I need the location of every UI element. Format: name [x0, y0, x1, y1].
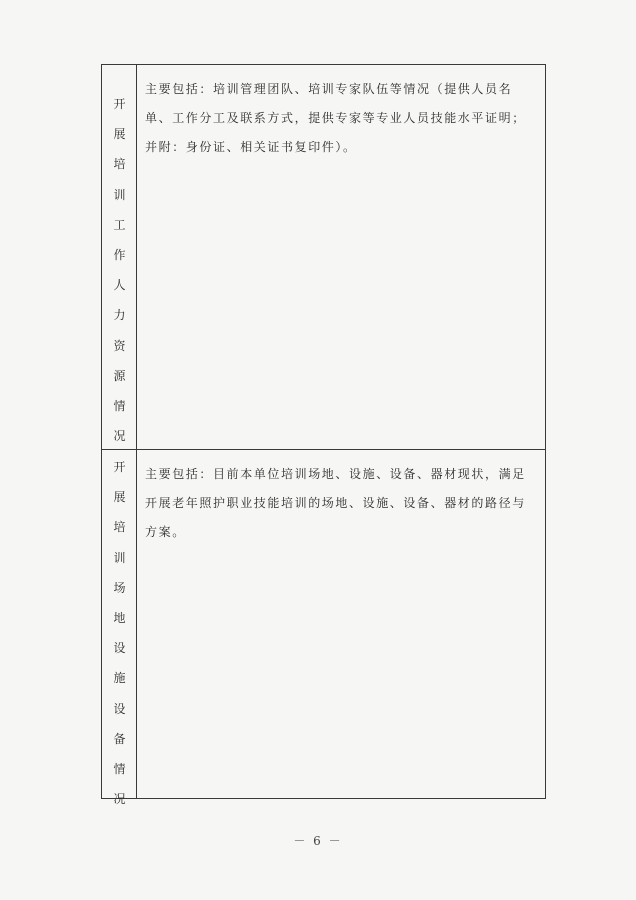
table-row-staffing [102, 65, 545, 450]
row-content-staffing: 主要包括：培训管理团队、培训专家队伍等情况（提供人员名单、工作分工及联系方式，提供专家等专业人员技能水平证明；并附：身份证、相关证书复印件）。 [145, 82, 526, 154]
row-content-facilities: 主要包括：目前本单位培训场地、设施、设备、器材现状，满足开展老年照护职业技能培训的场地、设施、设备、器材的路径与方案。 [145, 467, 526, 539]
row-label-staffing: 开 展 培 训 工 作 人 力 资 源 情 况 [113, 97, 126, 444]
row-label-cell [102, 450, 137, 807]
form-table [101, 64, 546, 807]
table-row-facilities [102, 450, 545, 807]
row-label-facilities: 开 展 培 训 场 地 设 施 设 备 情 况 [113, 460, 126, 807]
page-number: － 6 － [293, 834, 343, 848]
row-label-cell [102, 65, 137, 449]
